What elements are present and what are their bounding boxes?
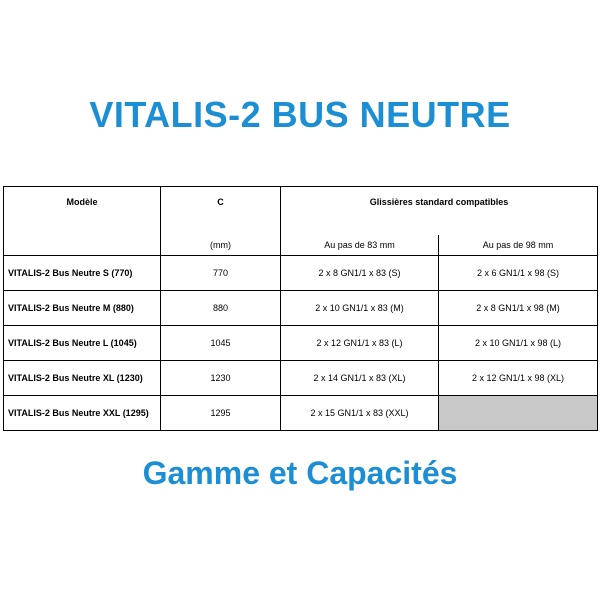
table-row (4, 361, 598, 396)
range-capacity-table (3, 186, 598, 431)
header-c: C (161, 187, 281, 236)
pitch-83-cell: 2 x 12 GN1/1 x 83 (L) (281, 326, 439, 361)
header-c-unit: (mm) (161, 235, 281, 256)
model-cell: VITALIS-2 Bus Neutre XXL (1295) (4, 396, 161, 431)
table-row (4, 256, 598, 291)
model-cell: VITALIS-2 Bus Neutre S (770) (4, 256, 161, 291)
section-subtitle: Gamme et Capacités (142, 455, 458, 491)
page-title: VITALIS-2 BUS NEUTRE (89, 94, 511, 135)
pitch-83-cell: 2 x 15 GN1/1 x 83 (XXL) (281, 396, 439, 431)
header-pitch-98: Au pas de 98 mm (439, 235, 598, 256)
model-cell: VITALIS-2 Bus Neutre M (880) (4, 291, 161, 326)
table-row (4, 291, 598, 326)
model-cell: VITALIS-2 Bus Neutre XL (1230) (4, 361, 161, 396)
table-row (4, 326, 598, 361)
empty-cell (439, 396, 598, 431)
model-cell: VITALIS-2 Bus Neutre L (1045) (4, 326, 161, 361)
c-cell: 1045 (161, 326, 281, 361)
pitch-98-cell: 2 x 6 GN1/1 x 98 (S) (439, 256, 598, 291)
pitch-98-cell: 2 x 10 GN1/1 x 98 (L) (439, 326, 598, 361)
pitch-98-cell: 2 x 12 GN1/1 x 98 (XL) (439, 361, 598, 396)
header-model: Modèle (4, 187, 161, 256)
table-header-row (4, 187, 598, 236)
header-pitch-83: Au pas de 83 mm (324, 240, 395, 250)
table-row (4, 396, 598, 431)
c-cell: 1230 (161, 361, 281, 396)
c-cell: 880 (161, 291, 281, 326)
c-cell: 1295 (161, 396, 281, 431)
pitch-98-cell: 2 x 8 GN1/1 x 98 (M) (439, 291, 598, 326)
c-cell: 770 (161, 256, 281, 291)
header-rails: Glissières standard compatibles (281, 187, 598, 236)
pitch-83-cell: 2 x 14 GN1/1 x 83 (XL) (281, 361, 439, 396)
pitch-83-cell: 2 x 8 GN1/1 x 83 (S) (281, 256, 439, 291)
pitch-83-cell: 2 x 10 GN1/1 x 83 (M) (281, 291, 439, 326)
